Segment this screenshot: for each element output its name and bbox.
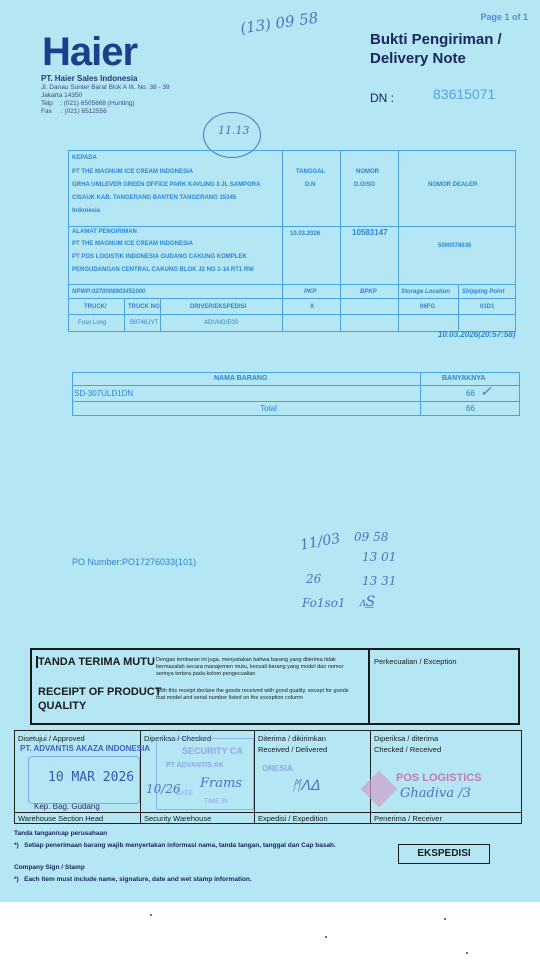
company-sign-label: Tanda tangan/cap perusahaan <box>14 830 108 837</box>
handwritten-time-3: 13 31 <box>362 574 397 588</box>
role-security: Security Warehouse <box>144 814 212 823</box>
col-banyaknya: BANYAKNYA <box>442 375 486 382</box>
receipt-title-en-1: RECEIPT OF PRODUCT <box>38 686 162 698</box>
haier-logo: Haier <box>42 30 138 74</box>
item-qty: 66 <box>466 389 475 398</box>
truck-value: Fuso Long <box>78 320 107 326</box>
checked-label: Diperiksa / Checked <box>144 734 212 743</box>
page-number: Page 1 of 1 <box>480 12 528 22</box>
company-telp: Telp : (021) 6505668 (Hunting) <box>41 100 135 107</box>
doc-title <box>370 30 502 68</box>
receiver-signature: Ghadiva /3 <box>400 786 471 801</box>
shipping-value: 01D1 <box>480 304 495 310</box>
tanggal-label: TANGGAL <box>296 169 326 175</box>
shipping-label: Shipping Point <box>462 289 505 295</box>
stamp-pt2: PT ADVANTIS AK <box>166 762 224 769</box>
stamp-date: 10 MAR 2026 <box>48 770 135 785</box>
handwritten-10-26: 10/26 <box>146 782 181 796</box>
dn-label: DN : <box>370 91 394 105</box>
company-fax: Fax : (021) 6512556 <box>41 108 107 115</box>
stamp-company: PT. ADVANTIS AKAZA INDONESIA <box>20 744 151 753</box>
nomor-sub: D.O/SO <box>354 182 376 188</box>
handwritten-26: 26 <box>306 572 322 586</box>
alamat-label: ALAMAT PENGIRIMAN <box>72 229 137 235</box>
kepada-label: KEPADA <box>72 155 97 161</box>
handwritten-time-1: 09 58 <box>354 530 389 544</box>
company-address-2: Jakarta 14350 <box>41 92 83 99</box>
company-sign-stamp: Company Sign / Stamp <box>14 864 85 871</box>
doc-title-id: Bukti Pengiriman / <box>370 31 502 48</box>
kepada-line-4: Indonesia <box>72 208 101 214</box>
speck <box>325 936 327 938</box>
truck-no-label: TRUCK NO. <box>128 304 162 310</box>
speck <box>466 952 468 954</box>
company-address-1: Jl. Danau Sunter Barat Blok A III, No. 38 - 39 <box>41 84 170 91</box>
po-number: PO Number:PO17276033(101) <box>72 557 197 567</box>
speck <box>444 918 446 920</box>
handwritten-top-note: (13) 09 58 <box>239 8 320 38</box>
received-label: Diterima / dikirimkan <box>258 734 326 743</box>
checkmark-icon: ✓ <box>480 384 492 400</box>
footer-note-1: *) Setiap penerimaan barang wajib menyertakan informasi nama, tanda tangan, tanggal dan Cap basah. <box>14 842 336 849</box>
col-nama-barang: NAMA BARANG <box>214 375 268 382</box>
stamp-kep-bag: Kep. Bag. Gudang <box>34 802 100 811</box>
receipt-title-en-2: QUALITY <box>38 700 87 712</box>
company-name: PT. Haier Sales Indonesia <box>41 74 138 83</box>
tanggal-value: 10.03.2026 <box>290 231 321 237</box>
print-timestamp: 10.03.2026(20:57:58) <box>438 330 516 339</box>
storage-value: 06FG <box>420 304 436 310</box>
stamp-ind: ONESIA <box>262 764 293 773</box>
exception-label: Perkecualian / Exception <box>374 657 457 666</box>
stamp-pos: POS LOGISTICS <box>396 772 482 784</box>
delivered-label: Received / Delivered <box>258 745 328 754</box>
alamat-line-3: PERGUDANGAN CENTRAL CAKUNG BLOK J2 NO 1-14 RT1 RW <box>72 267 254 273</box>
handwritten-signature-mark: ᴧ͟S <box>360 594 376 610</box>
tanggal-sub: D.N <box>305 182 316 188</box>
expedition-signature: ᛗᐱᐃ <box>292 778 320 794</box>
bpkp-label: BPKP <box>360 289 377 295</box>
total-label: Total <box>260 404 277 413</box>
dealer-label: NOMOR DEALER <box>428 182 478 188</box>
stamp-date-label: DATE <box>176 790 193 797</box>
pkp-x-mark: X <box>310 304 315 310</box>
ekspedisi-box: EKSPEDISI <box>398 844 490 864</box>
driver-label: DRIVER/EKSPEDISI <box>190 304 247 310</box>
role-expedition: Expedisi / Expedition <box>258 814 328 823</box>
receipt-text-id: Dengan lembaran ini juga, menyatakan bahwa barang yang diterima tidak bermasalah secara manajemen mutu, kecuali barang yang model dan nomor serinya tertera pada kolom pengecualian <box>156 657 344 677</box>
truck-label: TRUCK/ <box>84 304 107 310</box>
pkp-label: PKP <box>304 289 317 295</box>
role-receiver: Penerima / Receiver <box>374 814 442 823</box>
nomor-label: NOMOR <box>356 169 379 175</box>
dn-number: 83615071 <box>433 86 496 102</box>
alamat-line-1: PT THE MAGNUM ICE CREAM INDONESIA <box>72 241 194 247</box>
nomor-value: 10583147 <box>352 228 388 237</box>
alamat-line-2: PT POS LOGISTIK INDONESIA GUDANG CAKUNG KOMPLEK <box>72 254 247 260</box>
kepada-line-1: PT THE MAGNUM ICE CREAM INDONESIA <box>72 169 194 175</box>
receipt-title-id: TANDA TERIMA MUTU <box>38 656 155 668</box>
approved-label: Disetujui / Approved <box>18 734 85 743</box>
kepada-line-2: GRHA UNILEVER GREEN OFFICE PARK KAVLING 3 JL SAMPORA <box>72 182 261 188</box>
dealer-value: 5000078636 <box>438 243 472 249</box>
driver-value: ADUNG/E00 <box>204 320 239 326</box>
handwritten-date: 11/03 <box>298 530 342 554</box>
kepada-line-3: CISAUK KAB. TANGERANG BANTEN TANGERANG 15345 <box>72 195 237 201</box>
stamp-frame-1 <box>28 756 140 804</box>
receipt-text-en: With this receipt declare the goods received with good quality, except for goods that model and serial number listed on the exception column <box>156 688 349 701</box>
stamp-security: SECURITY CA <box>182 746 243 756</box>
doc-title-en: Delivery Note <box>370 50 466 67</box>
footer-note-2: *) Each item must include name, signature, date and wet stamp information. <box>14 876 252 883</box>
item-name: SD-307ULD1DN <box>74 389 134 398</box>
handwritten-circle-text: 11.13 <box>218 124 250 137</box>
checked-received-label: Checked / Received <box>374 745 442 754</box>
checked2-label: Diperiksa / diterima <box>374 734 439 743</box>
role-warehouse-head: Warehouse Section Head <box>18 814 104 823</box>
stamp-time-label: TIME IN <box>204 798 228 805</box>
handwritten-time-2: 13 01 <box>362 550 397 564</box>
handwritten-code: Fo1so1 <box>302 596 346 610</box>
truck-no-value: B9746JYT <box>130 320 159 326</box>
total-qty: 66 <box>466 404 475 413</box>
storage-label: Storage Location <box>401 289 451 295</box>
security-signature: Frams <box>200 776 242 791</box>
speck <box>150 914 152 916</box>
npwp: NPWP:0270008803451000 <box>72 289 146 295</box>
